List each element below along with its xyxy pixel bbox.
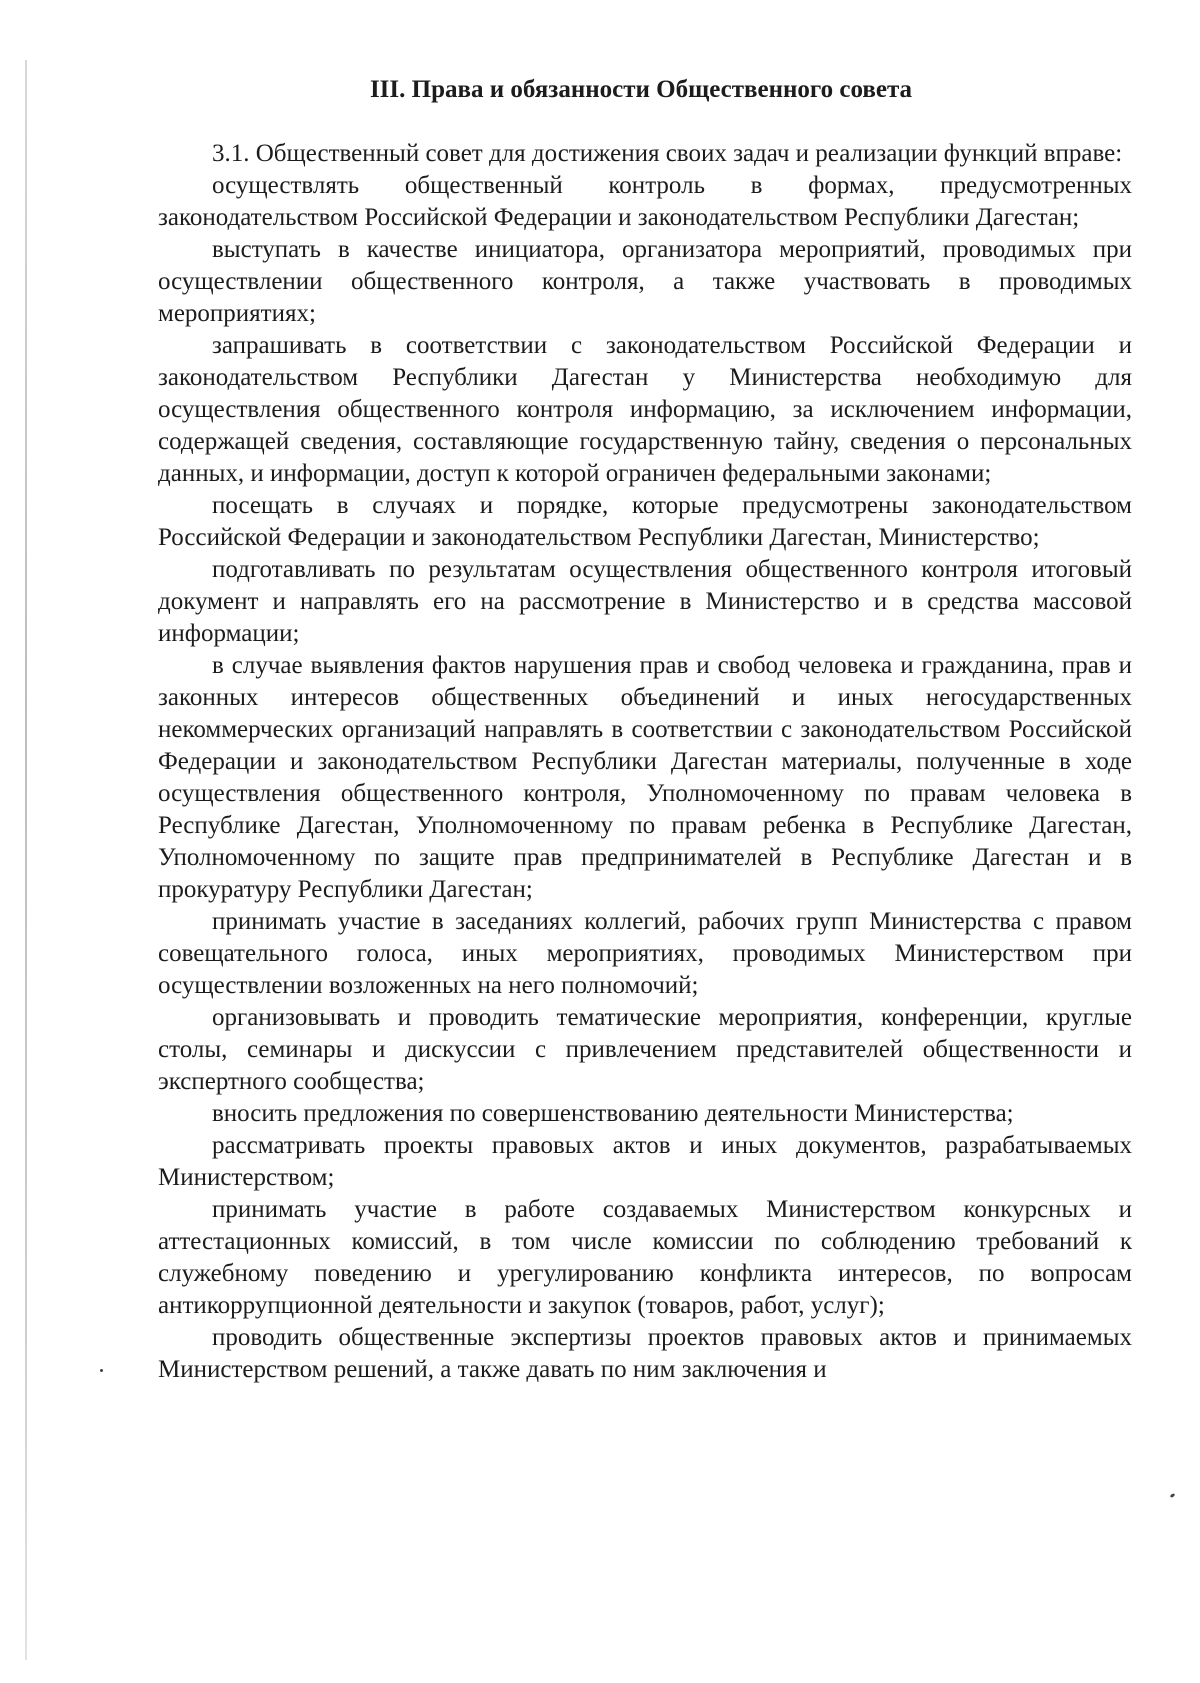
document-body <box>158 138 1132 1386</box>
paragraph: посещать в случаях и порядке, которые предусмотрены законодательством Российской Федерации и законодательством Республики Дагестан, Министерство; <box>158 492 1132 551</box>
paragraph: вносить предложения по совершенствованию деятельности Министерства; <box>212 1100 1014 1127</box>
paragraph: рассматривать проекты правовых актов и иных документов, разрабатываемых Министерством; <box>158 1132 1132 1191</box>
paragraph: организовывать и проводить тематические мероприятия, конференции, круглые столы, семинары и дискуссии с привлечением представителей общественности и экспертного сообщества; <box>158 1004 1132 1095</box>
section-title: III. Права и обязанности Общественного совета <box>369 76 913 103</box>
scan-speck <box>100 1369 103 1372</box>
paragraph: принимать участие в работе создаваемых Министерством конкурсных и аттестационных комиссий, в том числе комиссии по соблюдению требований к служебному поведению и урегулированию конфликта интересов, по вопросам антикоррупционной деятельности и закупок (товаров, работ, услуг); <box>158 1196 1132 1319</box>
paragraph: запрашивать в соответствии с законодательством Российской Федерации и законодательством Республики Дагестан у Министерства необходимую для осуществления общественного контроля информацию, за исключением информации, содержащей сведения, составляющие государственную тайну, сведения о персональных данных, и информации, доступ к которой ограничен федеральными законами; <box>158 332 1132 487</box>
paragraph: выступать в качестве инициатора, организатора мероприятий, проводимых при осуществлении общественного контроля, а также участвовать в проводимых мероприятиях; <box>158 236 1132 327</box>
paragraph: принимать участие в заседаниях коллегий, рабочих групп Министерства с правом совещательного голоса, иных мероприятиях, проводимых Министерством при осуществлении возложенных на него полномочий; <box>158 908 1132 999</box>
paragraph: проводить общественные экспертизы проектов правовых актов и принимаемых Министерством решений, а также давать по ним заключения и <box>158 1324 1132 1383</box>
scan-edge-line <box>25 60 27 1660</box>
paragraph: осуществлять общественный контроль в формах, предусмотренных законодательством Российской Федерации и законодательством Республики Дагестан; <box>158 172 1132 231</box>
paragraph: подготавливать по результатам осуществления общественного контроля итоговый документ и направлять его на рассмотрение в Министерство и в средства массовой информации; <box>158 556 1132 647</box>
paragraph: 3.1. Общественный совет для достижения своих задач и реализации функций вправе: <box>212 140 1123 167</box>
scan-speck <box>1170 1493 1176 1498</box>
paragraph: в случае выявления фактов нарушения прав и свобод человека и гражданина, прав и законных интересов общественных объединений и иных негосударственных некоммерческих организаций направлять в соответствии с законодательством Российской Федерации и законодательством Республики Дагестан материалы, полученные в ходе осуществления общественного контроля, Уполномоченному по правам человека в Республике Дагестан, Уполномоченному по правам ребенка в Республике Дагестан, Уполномоченному по защите прав предпринимателей в Республике Дагестан и в прокуратуру Республики Дагестан; <box>158 652 1132 903</box>
